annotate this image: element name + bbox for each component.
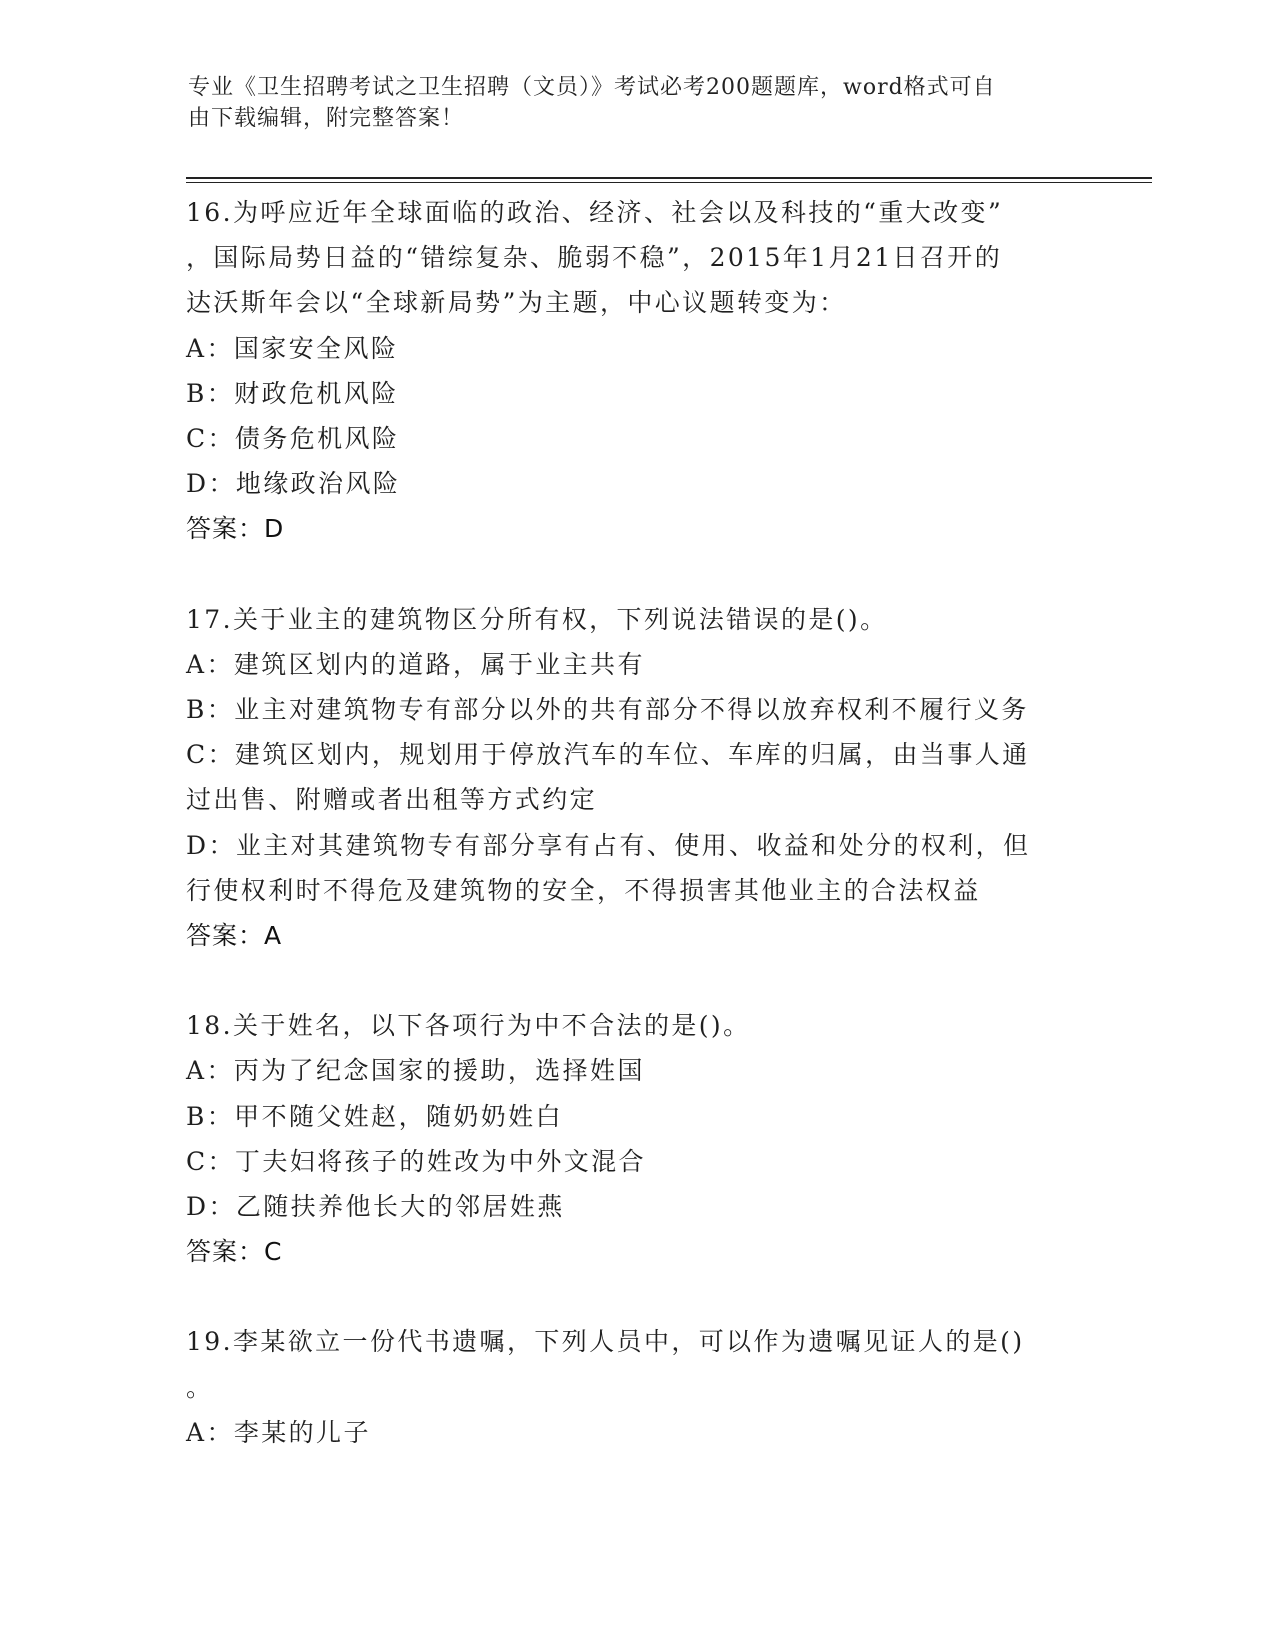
- answer-option-line: B：甲不随父姓赵，随奶奶姓白: [186, 1101, 563, 1131]
- question-block: [186, 1003, 1086, 1274]
- question-spacer: [186, 958, 1086, 1003]
- question-spacer: [186, 1274, 1086, 1319]
- answer-option-line: C：建筑区划内，规划用于停放汽车的车位、车库的归属，由当事人通: [186, 740, 1030, 770]
- answer-option: [186, 642, 1086, 687]
- question-list: [186, 190, 1086, 1455]
- question-text-line: 达沃斯年会以“全球新局势”为主题，中心议题转变为：: [186, 288, 847, 318]
- question-text-line: 17.关于业主的建筑物区分所有权，下列说法错误的是()。: [186, 604, 888, 634]
- answer-option-line: C：丁夫妇将孩子的姓改为中外文混合: [186, 1146, 646, 1176]
- answer-option: [186, 461, 1086, 506]
- answer-option: [186, 1094, 1086, 1139]
- answer-option-line: 行使权利时不得危及建筑物的安全，不得损害其他业主的合法权益: [186, 875, 981, 905]
- header-divider-top: [186, 177, 1152, 179]
- answer-option-line: D：地缘政治风险: [186, 469, 401, 499]
- answer-label: 答案：: [186, 921, 265, 951]
- question-text-line: ，国际局势日益的“错综复杂、脆弱不稳”，2015年1月21日召开的: [186, 243, 1003, 273]
- answer-option-line: A：李某的儿子: [186, 1417, 371, 1447]
- answer-line: [186, 506, 1086, 551]
- answer-line: [186, 1229, 1086, 1274]
- question-text-line: 16.为呼应近年全球面临的政治、经济、社会以及科技的“重大改变”: [186, 198, 1004, 227]
- answer-option-line: D：业主对其建筑物专有部分享有占有、使用、收益和处分的权利，但: [186, 830, 1031, 860]
- answer-value: C: [264, 1237, 283, 1267]
- answer-line: [186, 913, 1086, 958]
- answer-option: [186, 371, 1086, 416]
- question-block: [186, 1319, 1086, 1455]
- question-text-line: 18.关于姓名，以下各项行为中不合法的是()。: [186, 1011, 751, 1041]
- answer-value: D: [264, 514, 285, 544]
- answer-option-line: B：业主对建筑物专有部分以外的共有部分不得以放弃权利不履行义务: [186, 695, 1029, 725]
- answer-option: [186, 1410, 1086, 1455]
- answer-option-line: 过出售、附赠或者出租等方式约定: [186, 785, 598, 815]
- question-block: [186, 190, 1086, 552]
- question-spacer: [186, 552, 1086, 597]
- answer-option-line: B：财政危机风险: [186, 378, 399, 408]
- answer-option-line: D：乙随扶养他长大的邻居姓燕: [186, 1192, 565, 1222]
- question-text-line: 。: [186, 1372, 214, 1402]
- answer-option-line: A：丙为了纪念国家的援助，选择姓国: [186, 1056, 645, 1086]
- question-block: [186, 597, 1086, 959]
- answer-option: [186, 732, 1086, 822]
- header-line-2: 由下载编辑，附完整答案！: [188, 106, 465, 131]
- answer-option: [186, 416, 1086, 461]
- answer-option-line: A：建筑区划内的道路，属于业主共有: [186, 649, 645, 679]
- answer-option: [186, 823, 1086, 913]
- answer-label: 答案：: [186, 514, 265, 544]
- answer-option: [186, 326, 1086, 371]
- answer-option-line: A：国家安全风险: [186, 333, 399, 363]
- answer-value: A: [264, 921, 283, 951]
- question-text-line: 19.李某欲立一份代书遗嘱，下列人员中，可以作为遗嘱见证人的是(): [186, 1327, 1025, 1357]
- answer-label: 答案：: [186, 1237, 265, 1267]
- answer-option: [186, 1139, 1086, 1184]
- header-divider-bottom: [186, 182, 1152, 183]
- answer-option: [186, 1184, 1086, 1229]
- answer-option: [186, 1048, 1086, 1093]
- document-header: [188, 72, 1088, 134]
- answer-option: [186, 687, 1086, 732]
- header-line-1: 专业《卫生招聘考试之卫生招聘（文员）》考试必考200题题库，word格式可自: [188, 75, 996, 100]
- answer-option-line: C：债务危机风险: [186, 424, 400, 454]
